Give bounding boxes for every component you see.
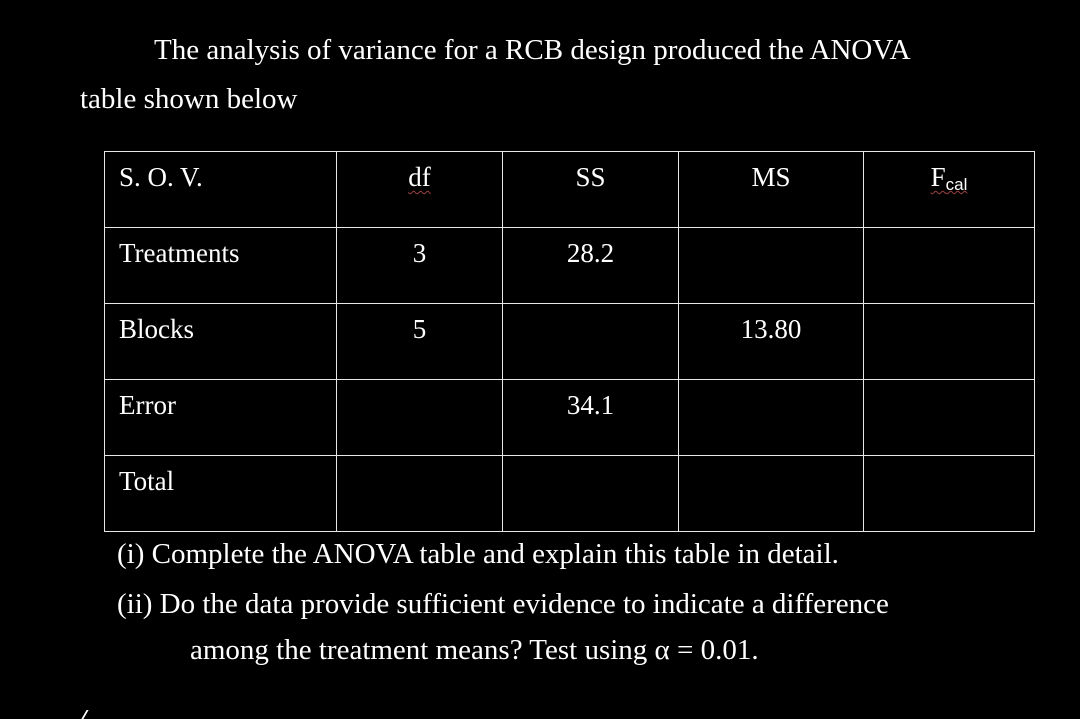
cell-df: 3 [337, 228, 503, 304]
intro-line-2: table shown below [80, 83, 298, 115]
table-row-total [105, 456, 1035, 532]
cell-sov: Total [105, 456, 337, 532]
anova-table [104, 151, 1035, 532]
question-2-line-2: among the treatment means? Test using α = 0.01. [190, 634, 759, 666]
header-ss: SS [503, 152, 679, 228]
cell-ss: 34.1 [503, 380, 679, 456]
cell-ms [679, 456, 864, 532]
cell-f [864, 456, 1035, 532]
header-sov: S. O. V. [105, 152, 337, 228]
cropped-glyph-mark [81, 710, 102, 719]
cell-ss [503, 456, 679, 532]
question-1: (i) Complete the ANOVA table and explain this table in detail. [117, 538, 839, 570]
cell-sov: Blocks [105, 304, 337, 380]
cell-sov: Error [105, 380, 337, 456]
table-row-treatments [105, 228, 1035, 304]
table-header-row [105, 152, 1035, 228]
cell-f [864, 304, 1035, 380]
cell-f [864, 380, 1035, 456]
cell-ms: 13.80 [679, 304, 864, 380]
header-fcal [864, 152, 1035, 228]
cell-ms [679, 380, 864, 456]
cell-f [864, 228, 1035, 304]
table-row-error [105, 380, 1035, 456]
header-f-main: F [930, 162, 946, 192]
cell-sov: Treatments [105, 228, 337, 304]
cell-ms [679, 228, 864, 304]
table-row-blocks [105, 304, 1035, 380]
cell-df [337, 456, 503, 532]
header-f-sub: cal [945, 175, 968, 194]
cell-df [337, 380, 503, 456]
cell-df: 5 [337, 304, 503, 380]
question-2-line-1: (ii) Do the data provide sufficient evidence to indicate a difference [117, 588, 889, 620]
header-df: df [337, 152, 503, 228]
cell-ss [503, 304, 679, 380]
header-ms: MS [679, 152, 864, 228]
cell-ss: 28.2 [503, 228, 679, 304]
intro-line-1: The analysis of variance for a RCB design produced the ANOVA [154, 34, 911, 66]
